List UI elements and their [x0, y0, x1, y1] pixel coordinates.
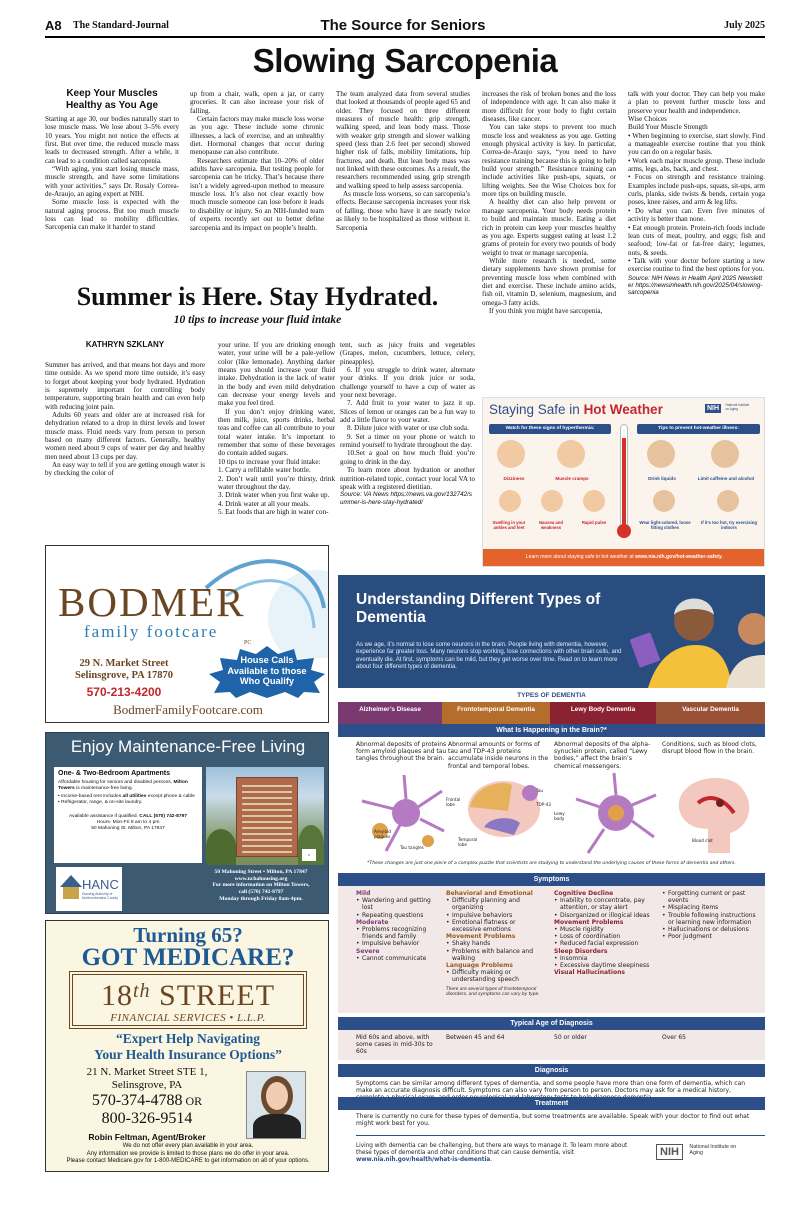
label-frontal: Frontal lobe	[446, 797, 461, 807]
sarcopenia-text-4	[482, 90, 616, 315]
list-item: • Problems recognizing friends and family	[356, 926, 442, 940]
medicare-contact: 21 N. Market Street STE 1, Selinsgrove, PA 570-374-4788 OR 800-326-9514 Robin Feltman, Agent/Broker	[86, 1066, 208, 1142]
paragraph: increases the risk of broken bones and the loss of independence with age. It can also make it more difficult for your body to fight certain diseases, like cancer.	[482, 90, 616, 124]
list-item: • Impulsive behaviors	[446, 912, 546, 919]
tip-label: Limit caffeine and alcohol	[697, 476, 755, 481]
hydration-text-1	[45, 361, 205, 478]
sign-label: Nausea and weakness	[538, 520, 564, 530]
hydration-text-2	[218, 341, 335, 516]
dementia-banner	[338, 575, 765, 688]
medicare-t2: GOT MEDICARE?	[81, 944, 295, 971]
list-item: • Poor judgment	[662, 933, 760, 940]
paragraph: “With aging, you start losing muscle mass, muscle strength, and have some limitations with your activities,” says Dr. Rosaly Correa-de-Araujo, an aging expert at NIH.	[45, 165, 179, 199]
bodmer-name: BODMER	[58, 579, 246, 625]
treatment-text: There is currently no cure for these types of dementia, but some treatments are available. Speak with your doctor to find out what might work best for you.	[356, 1113, 750, 1128]
hanc-contact: 50 Mahoning Street • Milton, PA 17847 www.nchahousing.org For more information on Milton Towers, call (570) 742-8797 Monday through Friday 8am-4pm.	[212, 869, 310, 902]
byline: KATHRYN SZKLANY	[85, 340, 165, 349]
sign-figures	[489, 438, 613, 548]
paragraph: You can take steps to prevent too much muscle loss and weakness as you age. Getting enough physical activity is key. In particular, Correa-de-Araujo says, “you need to have resistance training because this is going to help build your strength.” Resistance training can include activities like push-ups, squats, or lifting weights. See the Wise Choices box for more tips on building muscle.	[482, 123, 616, 199]
list-item: • Disorganized or illogical ideas	[554, 912, 654, 919]
sarcopenia-source: Source: NIH News in Health April 2025 Newsletter https://newsinhealth.nih.gov/2025/04/slowing-sarcopenia	[628, 274, 763, 297]
paragraph: • Do what you can. Even five minutes of activity is better than none.	[628, 206, 765, 224]
paragraph: Researchers estimate that 10–20% of older adults have sarcopenia. But testing people for sarcopenia can be tricky. That’s because there isn’t a widely agreed-upon method to measure muscle loss. It’s also not clear exactly how much muscle someone can lose before it leads to disability or injury. So an NIH-funded team of experts recently set out to better define sarcopenia and its impact on people’s health.	[190, 156, 324, 232]
18th-street-logo: 18th STREET FINANCIAL SERVICES • L.L.P.	[72, 974, 304, 1026]
brain-row	[338, 737, 765, 857]
hanc-address: 50 Mahoning St. Milton, PA 17847	[91, 826, 165, 831]
hydration-subtitle: 10 tips to increase your fluid intake	[173, 314, 342, 326]
paragraph: Adults 60 years and older are at increased risk for dehydration related to a drop in thirst levels and lower muscle mass. Fluid needs vary from person to person based on many different factors. Generally, healthy women need about 9 cups of water per day and healthy men need about 13 cups per day.	[45, 411, 205, 461]
age-value: Mid 60s and above, with some cases in mid-30s to 60s	[356, 1034, 433, 1056]
couple-illustration	[628, 575, 765, 688]
list-item: • Difficulty making or understanding speech	[446, 969, 546, 983]
label-tdp: TDP-43	[536, 802, 552, 807]
symptoms-row	[338, 886, 765, 1013]
no-caffeine-icon	[711, 440, 739, 468]
bodmer-address: 29 N. Market Street Selinsgrove, PA 17870 570-213-4200	[75, 658, 173, 699]
swelling-icon	[499, 490, 521, 512]
paragraph: While more research is needed, some dietary supplements have shown promise for preventing muscle loss when combined with diet and exercise. These include amino acids, fish oil, vitamin D, selenium, magnesium, and omega-3 fatty acids.	[482, 256, 616, 307]
type-header: Frontotemporal Dementia	[442, 702, 550, 724]
vascular-symptoms	[662, 890, 760, 940]
sarcopenia-subhead: Keep Your Muscles Healthy as You Age	[65, 88, 159, 111]
hanc-bullet: • Refrigerator, range, & on-site laundry.	[58, 800, 143, 805]
nih-footer-logo: NIH National Institute on Aging	[656, 1144, 756, 1166]
paragraph: up from a chair, walk, open a jar, or carry groceries. It can also increase your risk of falling.	[190, 90, 324, 115]
lewy-body-illustration	[574, 771, 658, 855]
type-header: Vascular Dementia	[656, 702, 765, 724]
dementia-intro: As we age, it’s normal to lose some neurons in the brain. People living with dementia, however, experience far greater loss. Many neurons stop working, lose connections with other brain cells, and eventually die. At first, symptoms can be mild, but they get worse over time. Read on to learn more about four different types of dementia.	[356, 642, 622, 671]
list-item: • Impulsive behavior	[356, 940, 442, 947]
paragraph: 5. Eat foods that are high in water con-	[218, 507, 329, 516]
list-item: • Repeating questions	[356, 912, 442, 919]
list-item: • Muscle rigidity	[554, 926, 654, 933]
house-icon	[60, 875, 82, 887]
paragraph: • Eat enough protein. Protein-rich foods include lean cuts of meat, poultry, and eggs; fish and seafood; low-fat or fat-free dairy; legumes, nuts, & seeds.	[628, 223, 765, 257]
sarcopenia-title: Slowing Sarcopenia	[252, 42, 558, 79]
type-header: Lewy Body Dementia	[550, 702, 656, 724]
paragraph: talk with your doctor. They can help you make a plan to prevent further muscle loss and preserve your health and independence.	[628, 90, 765, 115]
agent-photo	[246, 1071, 306, 1139]
age-value: Between 45 and 64	[446, 1034, 505, 1041]
dementia-footer: Living with dementia can be challenging, but there are ways to manage it. To learn more about these types of dementia and other conditions that can cause dementia, visit www.nia.nih.gov/health/what-is-dementia.	[356, 1143, 628, 1163]
hydration-col-1	[45, 340, 205, 478]
nih-logo: NIH National Institute on Aging	[707, 403, 750, 412]
pulse-icon	[583, 490, 605, 512]
page-header	[45, 16, 765, 38]
sign-label: Muscle cramps	[555, 476, 589, 481]
paragraph: If you think you might have sarcopenia,	[489, 306, 603, 315]
hydration-col-3	[340, 341, 475, 506]
hanc-desc: Affordable housing for seniors and disabled persons, Milton Towers is maintenance-free living.	[58, 780, 188, 791]
medicare-quote: “Expert Help Navigating Your Health Insurance Options”	[94, 1031, 282, 1062]
diagnosis-text: Symptoms can be similar among different types of dementia, and some people have more than one form of dementia, which can make an accurate diagnosis difficult. Symptoms can also vary from person to person. Doctors may ask for a medical history,	[356, 1080, 746, 1095]
section-title: The Source for Seniors	[320, 17, 486, 34]
thermometer-icon	[617, 424, 631, 542]
dizziness-icon	[497, 440, 525, 468]
sarcopenia-text-3	[336, 90, 470, 232]
drink-icon	[647, 440, 675, 468]
list-item: • Emotional flatness or excessive emotions	[446, 919, 546, 933]
sarcopenia-col-5	[628, 90, 765, 297]
paragraph: 1. Carry a refillable water bottle.	[218, 466, 311, 475]
label-clot: Blood clot	[692, 838, 713, 843]
medicare-disclaimer: We do not offer every plan available in your area. Any information we provide is limited to those plans we do offer in your area. Please contact Medicare.gov for 1-800-MEDICARE to get information on all of your options.	[66, 1143, 310, 1165]
list-item: • Reduced facial expression	[554, 940, 654, 947]
sarcopenia-text-1	[45, 115, 179, 232]
diagnosis-bar: Diagnosis	[338, 1064, 765, 1077]
paragraph: 3. Drink water when you first wake up.	[218, 491, 330, 500]
paragraph: 6. If you struggle to drink water, alternate your drinks. If you drink juice or soda, challenge yourself to have a cup of water as your next beverage.	[340, 366, 475, 400]
dementia-infographic	[338, 575, 765, 1171]
paragraph: Certain factors may make muscle loss worse as you age. These include some chronic illnesses, a lack of exercise, and an unhealthy diet. Hormonal changes that occur during menopause can also contribute.	[190, 115, 324, 157]
happening-bar: What Is Happening in the Brain?*	[338, 724, 765, 737]
indoor-exercise-icon	[717, 490, 739, 512]
paragraph: Wise Choices	[628, 115, 667, 124]
list-item: • Trouble following instructions or learning new information	[662, 912, 760, 926]
type-header: Alzheimer’s Disease	[338, 702, 442, 724]
paragraph: 10 tips to increase your fluid intake:	[218, 457, 321, 466]
list-item: • Inability to concentrate, pay attention, or stay alert	[554, 897, 654, 911]
nausea-icon	[541, 490, 563, 512]
list-item: • Excessive daytime sleepiness	[554, 962, 654, 969]
list-item: • Insomnia	[554, 955, 654, 962]
medicare-t1: Turning 65?	[133, 923, 243, 947]
muscle-cramps-icon	[557, 440, 585, 468]
list-item: • Shaky hands	[446, 940, 546, 947]
label-lewy: Lewy body	[554, 811, 565, 821]
paragraph: As muscle loss worsens, so can sarcopenia’s effects. Because sarcopenia increases your risk of falling, those who have it are nearly twice as likely to be hospitalized as those without it. Sarcopenia	[336, 190, 470, 232]
hydration-source: Source: VA News https://news.va.gov/132742/summer-is-here-stay-hydrated/	[340, 491, 473, 506]
paragraph: Summer has arrived, and that means hot days and more time outside. As we spend more time outside, it’s easy to forget about keeping your body hydrated. Hydration is supremely important for controlling body temperature, supporting brain health and can even help with reducing joint pain.	[45, 361, 205, 411]
paragraph: A healthy diet can also help prevent or manage sarcopenia. Your body needs protein to build and maintain muscle. Eating a diet rich in protein can keep your muscles healthy as you age. Experts suggest eating at least 1.2 grams of protein for every two pounds of body weight to treat or manage sarcopenia.	[482, 198, 616, 257]
divider	[356, 1135, 765, 1136]
symptoms-bar: Symptoms	[338, 873, 765, 886]
paragraph: 7. Add fruit to your water to jazz it up. Slices of lemon or oranges can be a fun way to add a little flavor to your water.	[340, 399, 475, 425]
list-item: • Forgetting current or past events	[662, 890, 760, 904]
paragraph: • Work each major muscle group. These include arms, legs, abs, back, and chest.	[628, 156, 765, 174]
brain-text: Conditions, such as blood clots, disrupt blood flow in the brain.	[662, 741, 757, 756]
sign-label: Swelling in your ankles and feet	[492, 520, 526, 530]
paragraph: • Focus on strength and resistance training. Examples include push-ups, squats, sit-ups, arm curls, planks, side twists & bends, certain yoga poses, knee raises, and arm & leg lifts.	[628, 173, 765, 207]
list-item: • Hallucinations or delusions	[662, 926, 760, 933]
list-item: • Difficulty planning and organizing	[446, 897, 546, 911]
tip-label: If it’s too hot, try exercising indoors	[701, 520, 757, 530]
hot-weather-title: Staying Safe in Hot Weather	[489, 402, 663, 417]
label-amyloid: Amyloid plaques	[374, 829, 391, 839]
ftd-symptoms: Behavioral and Emotional • Difficulty planning and organizing • Impulsive behaviors • Emotional flatness or excessive emotions Movement Problems • Shaky hands • Problems with balance and walking Language Problems • Difficulty making or understanding speech There are several types of frontotemporal disorders, and symptoms can vary by type.	[446, 890, 546, 997]
age-value: 50 or older	[554, 1034, 587, 1041]
alz-symptoms: Mild • Wandering and getting lost • Repeating questions Moderate • Problems recognizing friends and family • Impulsive behavior Severe • Cannot communicate	[356, 890, 442, 962]
tip-label: Drink liquids	[648, 476, 676, 481]
paragraph: 9. Set a timer on your phone or watch to remind yourself to hydrate throughout the day.	[340, 432, 475, 450]
paragraph: tent, such as juicy fruits and vegetables (Grapes, melon, cucumbers, lettuce, celery, pineapples).	[340, 341, 475, 366]
paragraph: • Talk with your doctor before starting a new exercise routine to find the best options for you.	[628, 256, 765, 274]
building-photo	[206, 767, 324, 865]
paragraph: • When beginning to exercise, start slowly. Find a manageable exercise routine that you think you can do on a regular basis.	[628, 131, 765, 157]
bodmer-ad	[45, 545, 329, 723]
hanc-availability: Available assistance if qualified. CALL (570) 742-8797	[68, 814, 188, 819]
dementia-title: Understanding Different Types of Dementia	[356, 591, 601, 626]
paragraph: 2. Don’t wait until you’re thirsty, drink water throughout the day.	[218, 474, 335, 491]
label-tau2: Tau	[536, 788, 544, 793]
hanc-bullet: • Income-based rent includes all utilities except phone & cable	[58, 794, 195, 799]
label-temporal: Temporal lobe	[458, 837, 478, 847]
brain-text: Abnormal deposits of the alpha-synuclein protein, called “Lewy bodies,” affect the brain’s chemical messengers.	[554, 741, 651, 770]
equal-housing-icon: ⌂	[302, 849, 316, 861]
hanc-ad	[45, 732, 329, 914]
age-row	[338, 1030, 765, 1060]
sarcopenia-text-5	[628, 90, 765, 274]
sarcopenia-text-2	[190, 90, 324, 232]
sign-label: Dizziness	[503, 476, 525, 481]
sign-label: Rapid pulse	[581, 520, 607, 525]
list-item: • Problems with balance and walking	[446, 948, 546, 962]
bodmer-url[interactable]: BodmerFamilyFootcare.com	[113, 702, 263, 717]
paragraph: The team analyzed data from several studies that looked at thousands of people aged 65 and older. They focused on three different measures of muscle health: grip strength, walking speed, and lean body mass. Those with weaker grip strength and slower walking speed (less than 2.6 feet per second) showed higher risk of falls, mobility limitations, hip fractures, and death. But lean body mass was not linked with these outcomes. As a result, the researchers recommended using grip strength and walking speed to help assess sarcopenia.	[336, 90, 470, 190]
brain-text: Abnormal deposits of proteins form amyloid plaques and tau tangles throughout the brain.	[356, 741, 447, 763]
signs-heading: Watch for these signs of hyperthermia:	[489, 424, 611, 434]
treatment-bar: Treatment	[338, 1097, 765, 1110]
paragraph: your urine. If you are drinking enough water, your urine will be a pale-yellow color (like lemonade). Anything darker means you should increase your fluid intake. Dehydration is the lack of water in the body and even mild dehydration can decrease your energy levels and make you feel tired.	[218, 341, 335, 408]
label-tau: Tau tangles	[400, 845, 424, 850]
tip-figures	[637, 438, 761, 548]
brain-text: Abnormal amounts or forms of tau and TDP-43 proteins accumulate inside neurons in the frontal and temporal lobes.	[448, 741, 549, 770]
paragraph: 8. Dilute juice with water or use club soda.	[347, 424, 469, 433]
dementia-footnote: *These changes are just one piece of a complex puzzle that scientists are studying to understand the underlying causes of these forms of dementia and others.	[367, 861, 736, 866]
age-value: Over 65	[662, 1034, 686, 1041]
bodmer-pc: PC	[244, 640, 252, 646]
hanc-title: Enjoy Maintenance-Free Living	[70, 737, 306, 756]
paragraph: 10.Set a goal on how much fluid you’re going to drink in the day.	[340, 449, 475, 466]
neuron-illustration	[356, 771, 446, 855]
hydration-text-3	[340, 341, 475, 491]
issue-date: July 2025	[724, 20, 765, 31]
clothes-icon	[653, 490, 675, 512]
bodmer-subtitle: family footcare	[84, 622, 219, 641]
type-headers	[338, 702, 765, 724]
paragraph: If you don’t enjoy drinking water, then milk, juice, sports drinks, herbal teas and coffee can all contribute to your total water intake. It’s important to remember that some of these beverages do contain added sugars.	[218, 407, 335, 458]
list-item: • Loss of coordination	[554, 933, 654, 940]
paragraph: To learn more about hydration or another nutrition-related topic, contact your local VA to speak with a registered dietitian.	[340, 466, 475, 491]
sarcopenia-col-1	[45, 88, 179, 232]
medicare-ad	[45, 920, 329, 1172]
list-item: • Wandering and getting lost	[356, 897, 442, 911]
house-calls-badge: House Calls Available to those Who Qualify	[208, 646, 326, 698]
paragraph: Build Your Muscle Strength	[628, 123, 708, 132]
age-bar: Typical Age of Diagnosis	[338, 1017, 765, 1030]
hydration-title: Summer is Here. Stay Hydrated.	[76, 282, 439, 311]
list-item: • Cannot communicate	[356, 955, 442, 962]
page-number: A8	[45, 18, 62, 33]
tip-label: Wear light-colored, loose fitting clothes	[639, 520, 691, 530]
tips-heading: Tips to prevent hot-weather illness:	[637, 424, 760, 434]
paper-name: The Standard-Journal	[73, 20, 169, 31]
paragraph: 4. Drink water at all your meals.	[218, 499, 310, 508]
paragraph: Starting at age 30, our bodies naturally start to lose muscle mass. We lose about 3–5% every 10 years. You might not notice the effects at first. But over time, the reduced muscle mass leads to decreased strength. After a while, it can lead to a condition called sarcopenia.	[45, 115, 179, 165]
hanc-hours: Hours- Mon-Fri 8 am to 4 pm	[96, 820, 160, 825]
hot-weather-graphic	[482, 397, 765, 567]
types-label: TYPES OF DEMENTIA	[517, 692, 586, 699]
paragraph: An easy way to tell if you are getting enough water is by checking the color of	[45, 461, 205, 478]
paragraph: Some muscle loss is expected with the natural aging process. But too much muscle loss can lead to mobility difficulties. Sarcopenia can make it harder to stand	[45, 198, 179, 232]
hot-weather-footer: Learn more about staying safe in hot weather at www.nia.nih.gov/hot-weather-safety.	[483, 549, 765, 566]
hanc-logo: HANC Housing Authority of Northumberland County	[56, 867, 122, 911]
list-item: • Misplacing items	[662, 904, 760, 911]
hanc-info-box: One- & Two-Bedroom Apartments Affordable housing for seniors and disabled persons, Milton Towers is maintenance-free living. • Income-based rent includes all utilities except phone & cable • Refrigerator, range, & on-site laundry. Available assistance if qualified. CALL (570) 742-8797 Hours- Mon-Fri 8 am to 4 pm 50 Mahoning St. Milton, PA 17847	[54, 767, 202, 863]
lbd-symptoms: Cognitive Decline • Inability to concentrate, pay attention, or stay alert • Disorganized or illogical ideas Movement Problems • Muscle rigidity • Loss of coordination • Reduced facial expression Sleep Disorders • Insomnia • Excessive daytime sleepiness Visual Hallucinations	[554, 890, 654, 976]
